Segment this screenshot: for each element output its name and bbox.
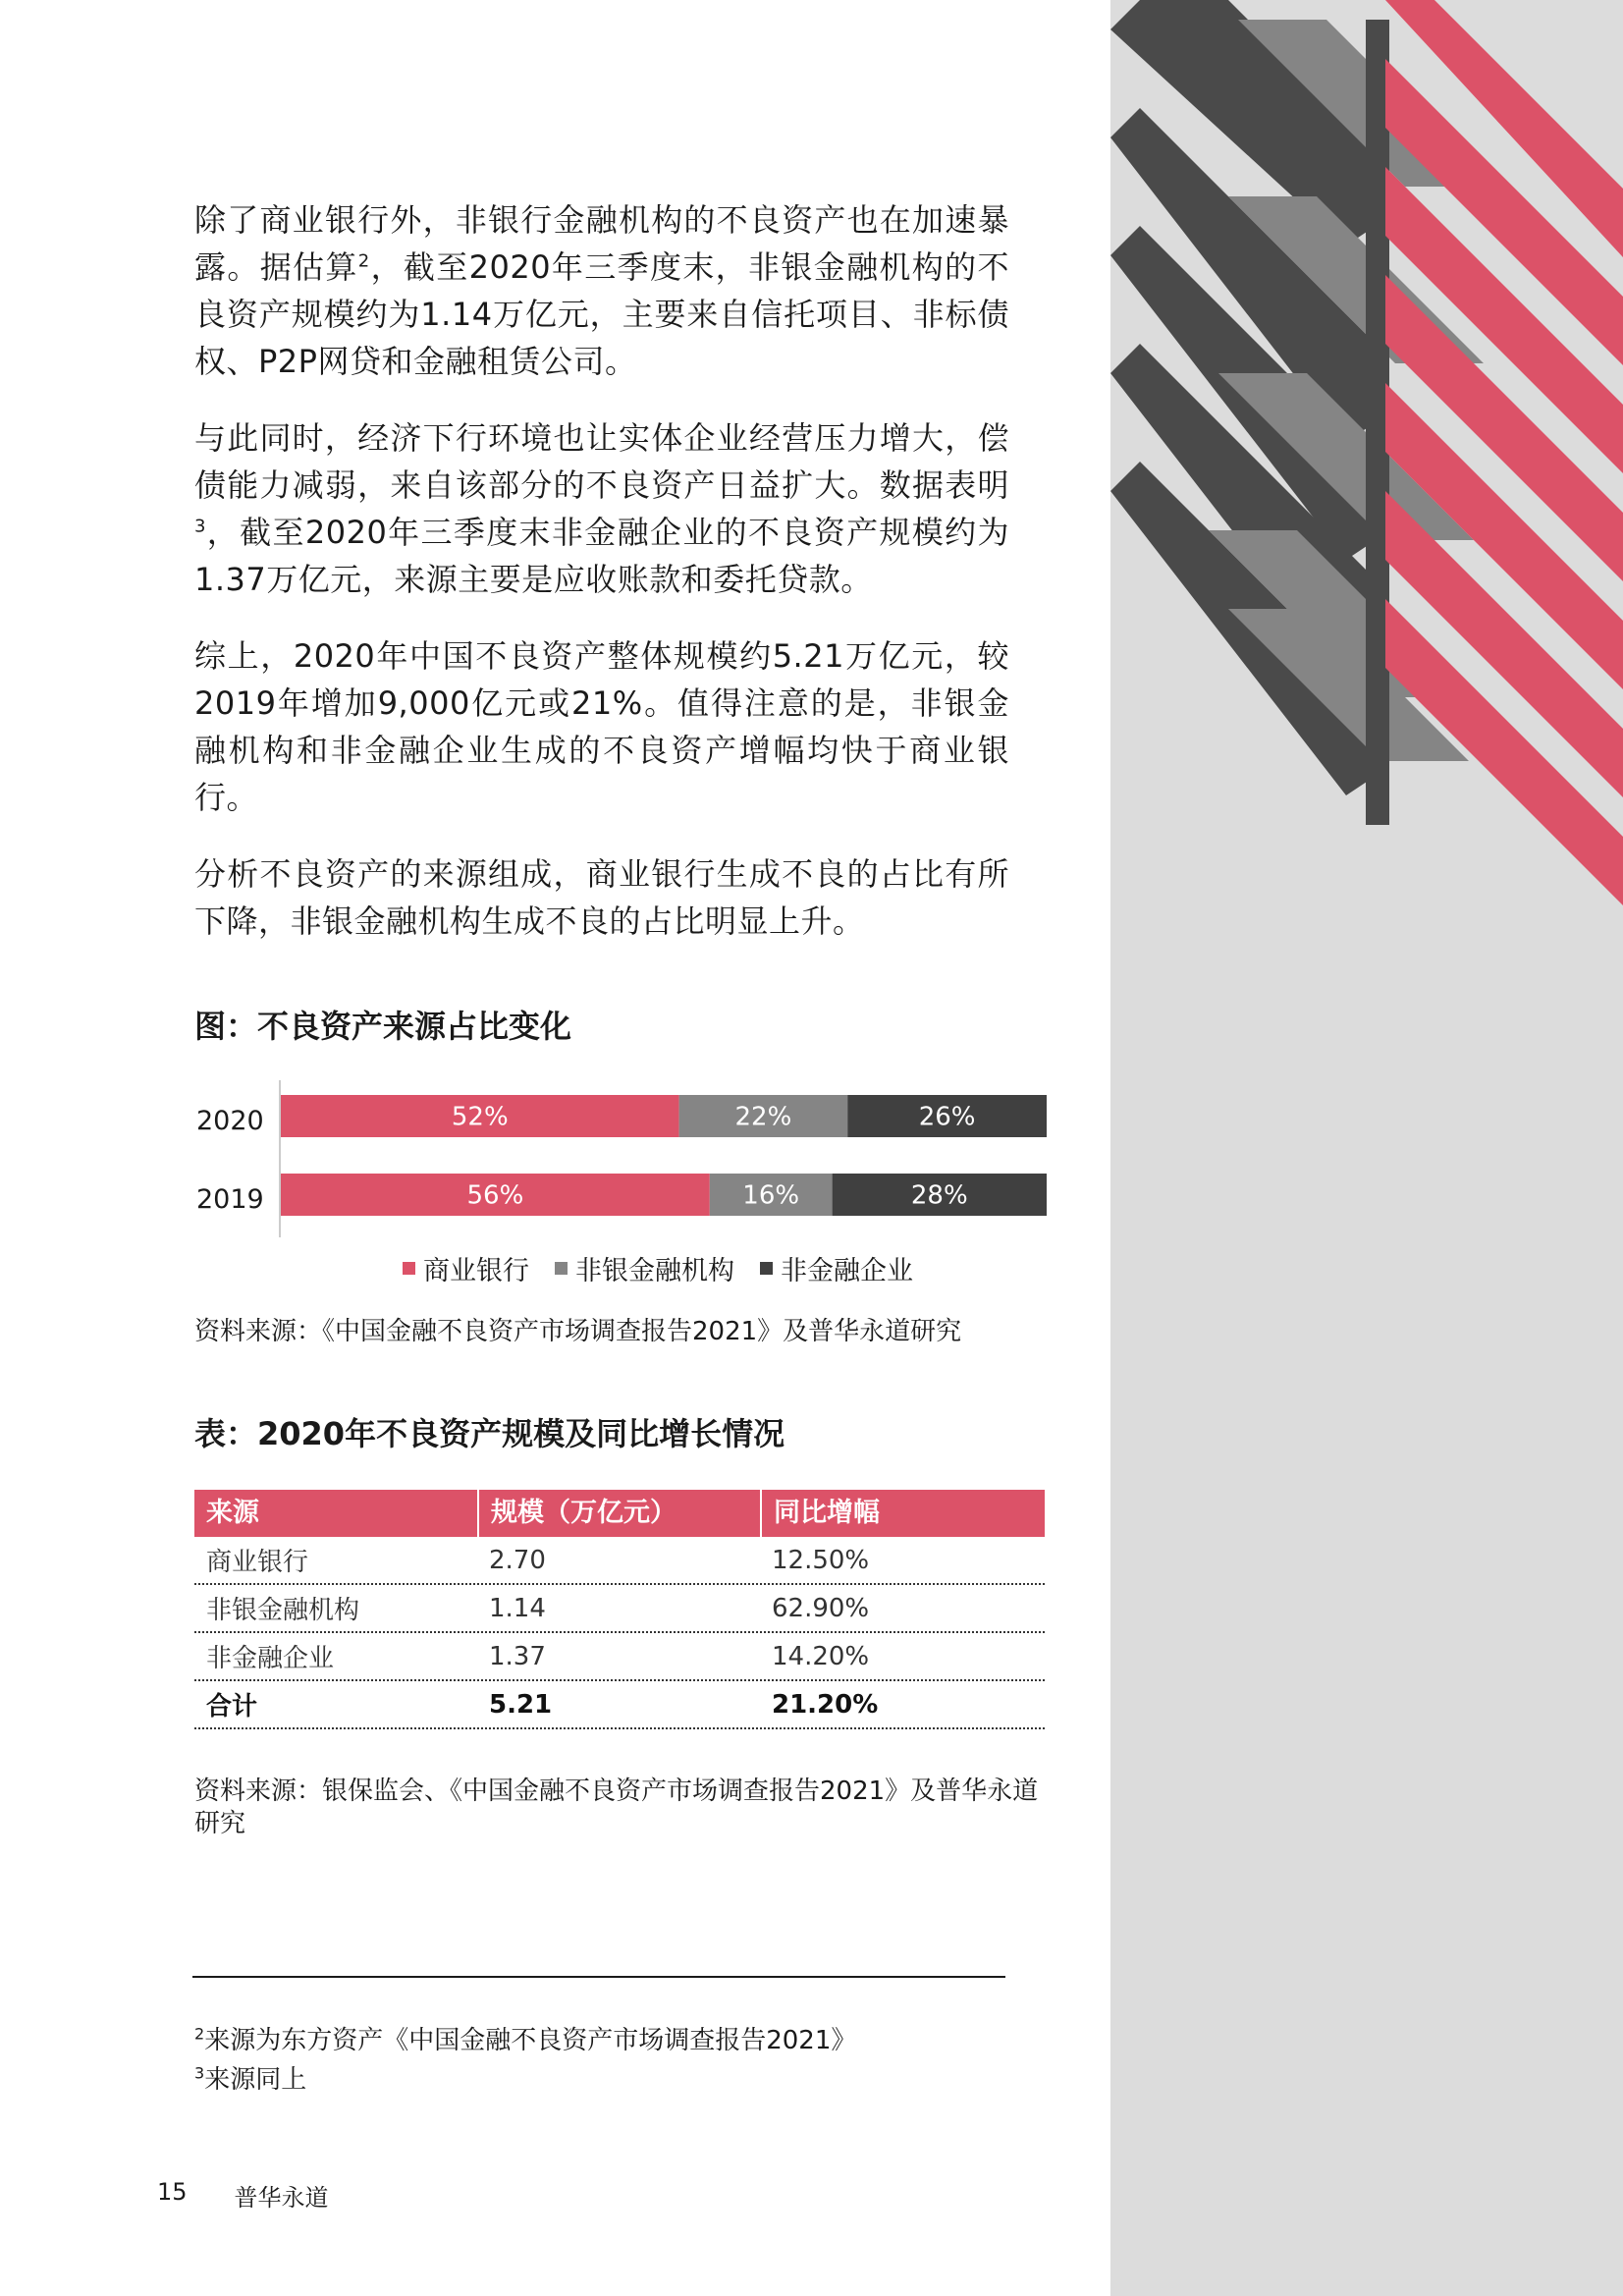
footer-brand: 普华永道 bbox=[234, 2184, 329, 2212]
header-yoy-growth: 同比增幅 bbox=[760, 1490, 1045, 1537]
chart-bars bbox=[281, 1095, 1047, 1216]
footnotes bbox=[194, 2021, 856, 2100]
page-footer bbox=[157, 2178, 329, 2213]
legend-label-non-financial-corps: 非金融企业 bbox=[781, 1255, 913, 1286]
cell-source: 非金融企业 bbox=[206, 1644, 335, 1673]
footnote-3-text: 来源同上 bbox=[204, 2065, 307, 2095]
paragraph-2 bbox=[194, 414, 1009, 603]
data-label-2019-non-financial-corps: 28% bbox=[910, 1180, 968, 1211]
legend-swatch-non-bank-financial bbox=[555, 1262, 568, 1275]
data-label-2020-commercial-banks: 52% bbox=[451, 1102, 509, 1132]
chart-legend bbox=[403, 1250, 913, 1285]
table-row bbox=[194, 1585, 1045, 1633]
legend-item-commercial-banks bbox=[403, 1249, 529, 1287]
cell-growth: 62.90% bbox=[772, 1593, 870, 1623]
body-text bbox=[194, 196, 1009, 974]
paragraph-1 bbox=[194, 196, 1009, 385]
data-label-2020-non-financial-corps: 26% bbox=[918, 1102, 976, 1132]
decorative-side-panel bbox=[1110, 0, 1623, 2296]
cell-total-scale: 5.21 bbox=[489, 1689, 553, 1720]
cell-total-growth: 21.20% bbox=[772, 1689, 879, 1720]
stacked-bar-chart bbox=[187, 1075, 1051, 1252]
footnote-3-number: 3 bbox=[194, 2063, 205, 2083]
footnote-2-text: 来源为东方资产《中国金融不良资产市场调查报告2021》 bbox=[204, 2026, 857, 2055]
paragraph-1-text-a: 除了商业银行外，非银行金融机构的不良资产也在加速暴露。据估算 bbox=[194, 201, 1009, 286]
category-label-2019: 2019 bbox=[196, 1184, 264, 1215]
legend-item-non-bank-financial bbox=[555, 1249, 734, 1287]
table-row bbox=[194, 1537, 1045, 1585]
legend-label-commercial-banks: 商业银行 bbox=[423, 1255, 529, 1286]
table-total-row bbox=[194, 1681, 1045, 1729]
cell-growth: 14.20% bbox=[772, 1641, 870, 1671]
footnote-divider bbox=[192, 1976, 1005, 1978]
legend-item-non-financial-corps bbox=[760, 1249, 913, 1287]
header-source: 来源 bbox=[206, 1498, 259, 1528]
data-label-2019-commercial-banks: 56% bbox=[466, 1180, 524, 1211]
figure-title: 图：不良资产来源占比变化 bbox=[194, 1008, 572, 1045]
cell-source: 商业银行 bbox=[206, 1548, 309, 1577]
paragraph-2-text-b: ，截至2020年三季度末非金融企业的不良资产规模约为1.37万亿元，来源主要是应收账款和委托贷款。 bbox=[194, 514, 1009, 598]
diagonal-stripes-graphic bbox=[1110, 0, 1623, 2296]
data-label-2020-non-bank-financial: 22% bbox=[734, 1102, 792, 1132]
legend-swatch-non-financial-corps bbox=[760, 1262, 773, 1275]
legend-swatch-commercial-banks bbox=[403, 1262, 415, 1275]
paragraph-4: 分析不良资产的来源组成，商业银行生成不良的占比有所下降，非银金融机构生成不良的占比明显上升。 bbox=[194, 855, 1009, 940]
page-number: 15 bbox=[157, 2178, 188, 2206]
cell-growth: 12.50% bbox=[772, 1545, 870, 1575]
table-title: 表：2020年不良资产规模及同比增长情况 bbox=[194, 1415, 785, 1452]
npa-scale-table bbox=[194, 1490, 1045, 1729]
cell-scale: 1.37 bbox=[489, 1641, 546, 1671]
cell-total-label: 合计 bbox=[206, 1692, 258, 1722]
table-row bbox=[194, 1633, 1045, 1681]
cell-source: 非银金融机构 bbox=[206, 1596, 360, 1625]
table-source: 资料来源：银保监会、《中国金融不良资产市场调查报告2021》及普华永道研究 bbox=[194, 1777, 1039, 1838]
legend-label-non-bank-financial: 非银金融机构 bbox=[575, 1255, 734, 1286]
paragraph-2-text-a: 与此同时，经济下行环境也让实体企业经营压力增大，偿债能力减弱，来自该部分的不良资产日益扩大。数据表明 bbox=[194, 419, 1009, 504]
footnote-2 bbox=[194, 2021, 856, 2060]
paragraph-3: 综上，2020年中国不良资产整体规模约5.21万亿元，较2019年增加9,000亿元或21%。值得注意的是，非银金融机构和非金融企业生成的不良资产增幅均快于商业银行。 bbox=[194, 637, 1009, 816]
cell-scale: 1.14 bbox=[489, 1593, 546, 1623]
cell-scale: 2.70 bbox=[489, 1545, 546, 1575]
table-header bbox=[194, 1490, 1045, 1537]
category-label-2020: 2020 bbox=[196, 1106, 264, 1136]
footnote-ref-2: 2 bbox=[357, 250, 370, 272]
footnote-ref-3: 3 bbox=[194, 516, 206, 537]
footnote-3 bbox=[194, 2060, 856, 2100]
paragraph-1-text-b: ，截至2020年三季度末，非银金融机构的不良资产规模约为1.14万亿元，主要来自信托项目、非标债权、P2P网贷和金融租赁公司。 bbox=[194, 248, 1009, 380]
figure-source: 资料来源：《中国金融不良资产市场调查报告2021》及普华永道研究 bbox=[194, 1317, 962, 1346]
footnote-2-number: 2 bbox=[194, 2024, 205, 2044]
data-label-2019-non-bank-financial: 16% bbox=[742, 1180, 800, 1211]
header-scale: 规模（万亿元） bbox=[477, 1490, 760, 1537]
